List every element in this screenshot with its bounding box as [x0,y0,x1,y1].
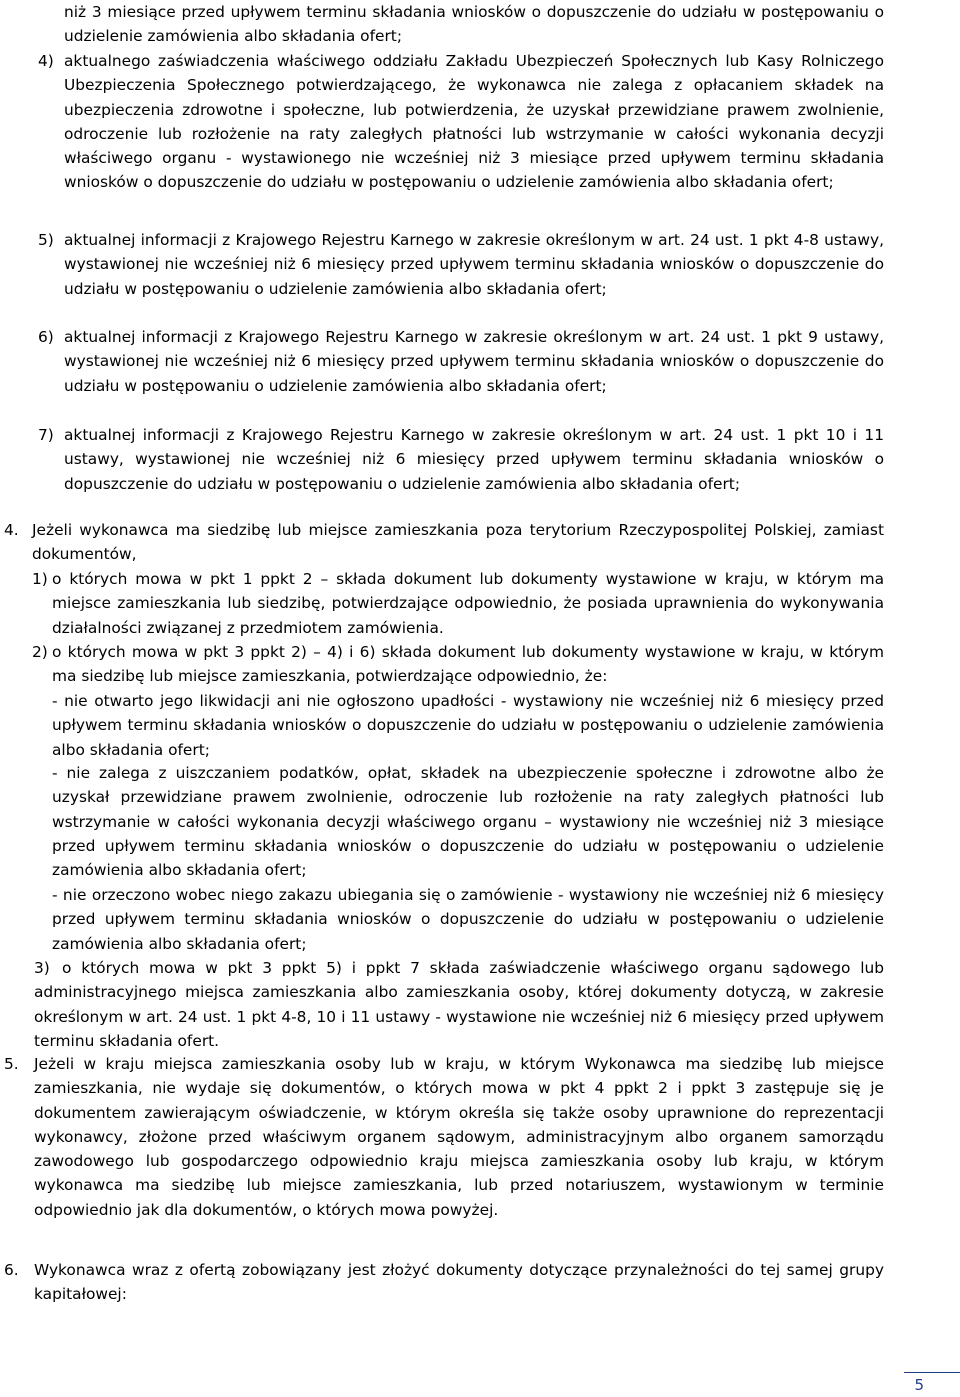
section-text: Wykonawca wraz z ofertą zobowiązany jest złożyć dokumenty dotyczące przynależności do tej samej grupy kapitałowej: [34,1261,884,1304]
list-item-4 [38,49,884,195]
list-item-text: aktualnej informacji z Krajowego Rejestru Karnego w zakresie określonym w art. 24 ust. 1 pkt 10 i 11 ustawy, wystawionej nie wcześniej niż 6 miesięcy przed upływem terminu składania wniosków o dopuszczenie do udziału w postępowaniu o udzielenie zamówienia albo składania ofert; [64,426,884,493]
list-item-6 [38,325,884,398]
section-number: 6. [4,1261,19,1279]
dash-item-2 [52,761,884,882]
section-4-sub-2 [32,640,884,689]
dash-item-text: - nie zalega z uiszczaniem podatków, opłat, składek na ubezpieczenie społeczne i zdrowotne albo że uzyskał przewidziane prawem zwolnienie, odroczenie lub rozłożenie na raty zaległych płatności lub wstrzymanie w całości wykonania decyzji właściwego organu – wystawiony nie wcześniej niż 3 miesiące przed upływem terminu składania wniosków o dopuszczenie do udziału w postępowaniu o udzielenie zamówienia albo składania ofert; [52,764,884,880]
section-6 [4,1258,884,1307]
section-intro: Jeżeli wykonawca ma siedzibę lub miejsce zamieszkania poza terytorium Rzeczypospolitej Polskiej, zamiast dokumentów, [32,521,884,564]
section-number: 5. [4,1055,19,1073]
item-3-continuation [64,0,884,49]
section-4-sub-1 [32,567,884,640]
list-number: 6) [38,328,54,346]
section-text: Jeżeli w kraju miejsca zamieszkania osoby lub w kraju, w którym Wykonawca ma siedzibę lub miejsce zamieszkania, nie wydaje się dokumentów, o których mowa w pkt 4 ppkt 2 i ppkt 3 zastępuje się je dokumentem zawierającym oświadczenie, w którym określa się także osoby uprawnione do reprezentacji wykonawcy, złożone przed właściwym organem sądowym, administracyjnym albo organem samorządu zawodowego lub gospodarczego odpowiednio kraju miejsca zamieszkania osoby lub kraju, w którym wykonawca ma siedzibę lub miejsce zamieszkania, lub przed notariuszem, wystawionym w terminie odpowiednio jak dla dokumentów, o których mowa powyżej. [34,1055,884,1219]
list-number: 1) [32,570,48,588]
dash-item-3 [52,883,884,956]
section-number: 4. [4,521,19,539]
list-number: 2) [32,643,48,661]
dash-item-1 [52,689,884,762]
list-number: 7) [38,426,54,444]
list-item-text: aktualnej informacji z Krajowego Rejestru Karnego w zakresie określonym w art. 24 ust. 1 pkt 4-8 ustawy, wystawionej nie wcześniej niż 6 miesięcy przed upływem terminu składania wniosków o dopuszczenie do udziału w postępowaniu o udzielenie zamówienia albo składania ofert; [64,231,884,298]
paragraph: niż 3 miesiące przed upływem terminu składania wniosków o dopuszczenie do udziału w postępowaniu o udzielenie zamówienia albo składania ofert; [64,3,884,46]
list-item-text: aktualnej informacji z Krajowego Rejestru Karnego w zakresie określonym w art. 24 ust. 1 pkt 9 ustawy, wystawionej nie wcześniej niż 6 miesięcy przed upływem terminu składania wniosków o dopuszczenie do udziału w postępowaniu o udzielenie zamówienia albo składania ofert; [64,328,884,395]
list-item-text: o których mowa w pkt 1 ppkt 2 – składa dokument lub dokumenty wystawione w kraju, w którym ma miejsce zamieszkania lub siedzibę, potwierdzające odpowiednio, że posiada uprawnienia do wykonywania działalności związanej z przedmiotem zamówienia. [52,570,884,637]
list-item-text: aktualnego zaświadczenia właściwego oddziału Zakładu Ubezpieczeń Społecznych lub Kasy Rolniczego Ubezpieczenia Społecznego potwierdzającego, że wykonawca nie zalega z opłacaniem składek na ubezpieczenia zdrowotne i społeczne, lub potwierdzenia, że uzyskał przewidziane prawem zwolnienie, odroczenie lub rozłożenie na raty zaległych płatności lub wstrzymanie w całości wykonania decyzji właściwego organu - wystawionego nie wcześniej niż 3 miesiące przed upływem terminu składania wniosków o dopuszczenie do udziału w postępowaniu o udzielenie zamówienia albo składania ofert; [64,52,884,192]
dash-item-text: - nie otwarto jego likwidacji ani nie ogłoszono upadłości - wystawiony nie wcześniej niż 6 miesięcy przed upływem terminu składania wniosków o dopuszczenie do udziału w postępowaniu o udzielenie zamówienia albo składania ofert; [52,692,884,759]
list-item-text: o których mowa w pkt 3 ppkt 2) – 4) i 6) składa dokument lub dokumenty wystawione w kraju, w którym ma siedzibę lub miejsce zamieszkania, potwierdzające odpowiednio, że: [52,643,884,686]
dash-item-text: - nie orzeczono wobec niego zakazu ubiegania się o zamówienie - wystawiony nie wcześniej niż 6 miesięcy przed upływem terminu składania wniosków o dopuszczenie do udziału w postępowaniu o udzielenie zamówienia albo składania ofert; [52,886,884,953]
page-number-rule [904,1372,960,1373]
section-4 [4,518,884,567]
list-number: 3) [34,959,50,977]
list-item-7 [38,423,884,496]
section-5 [4,1052,884,1222]
list-item-5 [38,228,884,301]
page-number: 5 [914,1376,924,1394]
list-number: 5) [38,231,54,249]
list-number: 4) [38,52,54,70]
list-item-text: o których mowa w pkt 3 ppkt 5) i ppkt 7 składa zaświadczenie właściwego organu sądowego lub administracyjnego miejsca zamieszkania albo zamieszkania osoby, której dokumenty dotyczą, w zakresie określonym w art. 24 ust. 1 pkt 4-8, 10 i 11 ustawy - wystawione nie wcześniej niż 6 miesięcy przed upływem terminu składania ofert. [34,959,884,1050]
section-4-sub-3 [34,956,884,1053]
